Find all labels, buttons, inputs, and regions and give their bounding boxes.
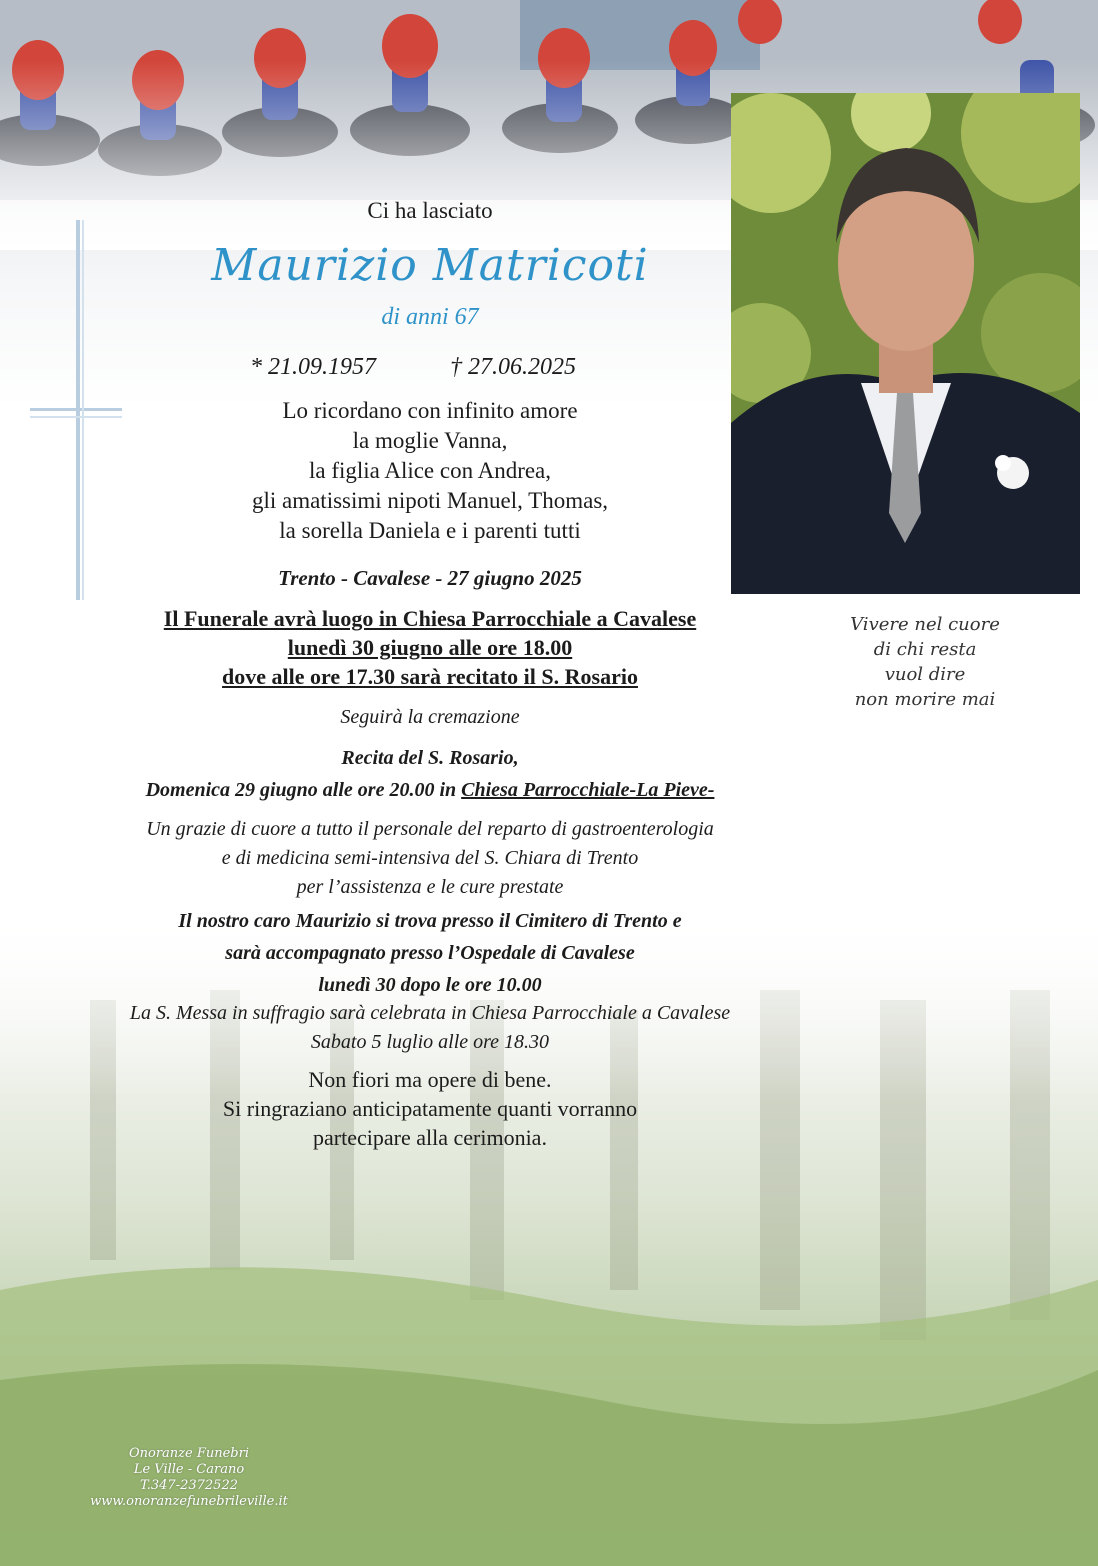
family-line: la figlia Alice con Andrea, bbox=[308, 458, 552, 483]
cemetery-line: Il nostro caro Maurizio si trova presso il Cimitero di Trento e bbox=[178, 910, 682, 932]
quote-line: non morire mai bbox=[854, 689, 996, 710]
intro-text: Ci ha lasciato bbox=[367, 198, 493, 223]
agency-phone: T.347-2372522 bbox=[140, 1478, 238, 1493]
agency-location: Le Ville - Carano bbox=[133, 1462, 245, 1477]
family-line: la moglie Vanna, bbox=[352, 428, 508, 453]
memorial-quote bbox=[800, 612, 1050, 712]
thanks-note bbox=[40, 815, 820, 902]
agency-name: Onoranze Funebri bbox=[128, 1446, 250, 1461]
closing-line: Non fiori ma opere di bene. bbox=[308, 1067, 552, 1092]
cremation-note: Seguirà la cremazione bbox=[340, 706, 520, 728]
funeral-line: Il Funerale avrà luogo in Chiesa Parrocchiale a Cavalese bbox=[163, 606, 697, 631]
rosary-place: Chiesa Parrocchiale-La Pieve- bbox=[461, 779, 715, 801]
closing-line: Si ringraziano anticipatamente quanti vorranno bbox=[222, 1096, 638, 1121]
cemetery-info bbox=[40, 905, 820, 1001]
mass-line: La S. Messa in suffragio sarà celebrata in Chiesa Parrocchiale a Cavalese bbox=[129, 1002, 731, 1024]
rosary-title: Recita del S. Rosario, bbox=[341, 747, 519, 769]
deceased-name: Maurizio Matricoti bbox=[211, 240, 649, 291]
funeral-line: lunedì 30 giugno alle ore 18.00 bbox=[287, 635, 573, 660]
birth-date: * 21.09.1957 bbox=[250, 354, 376, 380]
cemetery-line: lunedì 30 dopo le ore 10.00 bbox=[318, 974, 542, 996]
funeral-line: dove alle ore 17.30 sarà recitato il S. Rosario bbox=[222, 664, 638, 689]
age-text: di anni 67 bbox=[381, 304, 479, 330]
mass-line: Sabato 5 luglio alle ore 18.30 bbox=[310, 1031, 550, 1053]
rosary-time: Domenica 29 giugno alle ore 20.00 in bbox=[145, 779, 462, 801]
family-line: gli amatissimi nipoti Manuel, Thomas, bbox=[251, 488, 609, 513]
family-line: Lo ricordano con infinito amore bbox=[282, 398, 578, 423]
funeral-agency-footer bbox=[44, 1446, 334, 1510]
quote-line: di chi resta bbox=[873, 639, 977, 660]
cemetery-line: sarà accompagnato presso l’Ospedale di Cavalese bbox=[225, 942, 635, 964]
closing-note bbox=[40, 1065, 820, 1152]
agency-website: www.onoranzefunebrileville.it bbox=[90, 1494, 288, 1509]
family-line: la sorella Daniela e i parenti tutti bbox=[279, 518, 581, 543]
closing-line: partecipare alla cerimonia. bbox=[313, 1125, 547, 1150]
funeral-info bbox=[40, 604, 820, 691]
quote-line: Vivere nel cuore bbox=[850, 614, 1000, 635]
thanks-line: per l’assistenza e le cure prestate bbox=[296, 876, 564, 898]
rosary-info bbox=[40, 742, 820, 806]
quote-line: vuol dire bbox=[884, 664, 966, 685]
mass-info bbox=[40, 999, 820, 1057]
thanks-line: e di medicina semi-intensiva del S. Chiara di Trento bbox=[221, 847, 639, 869]
thanks-line: Un grazie di cuore a tutto il personale del reparto di gastroenterologia bbox=[146, 818, 714, 840]
death-date: † 27.06.2025 bbox=[450, 354, 576, 380]
place-date: Trento - Cavalese - 27 giugno 2025 bbox=[278, 566, 582, 590]
family-list bbox=[40, 396, 820, 546]
rosary-line bbox=[40, 774, 820, 806]
